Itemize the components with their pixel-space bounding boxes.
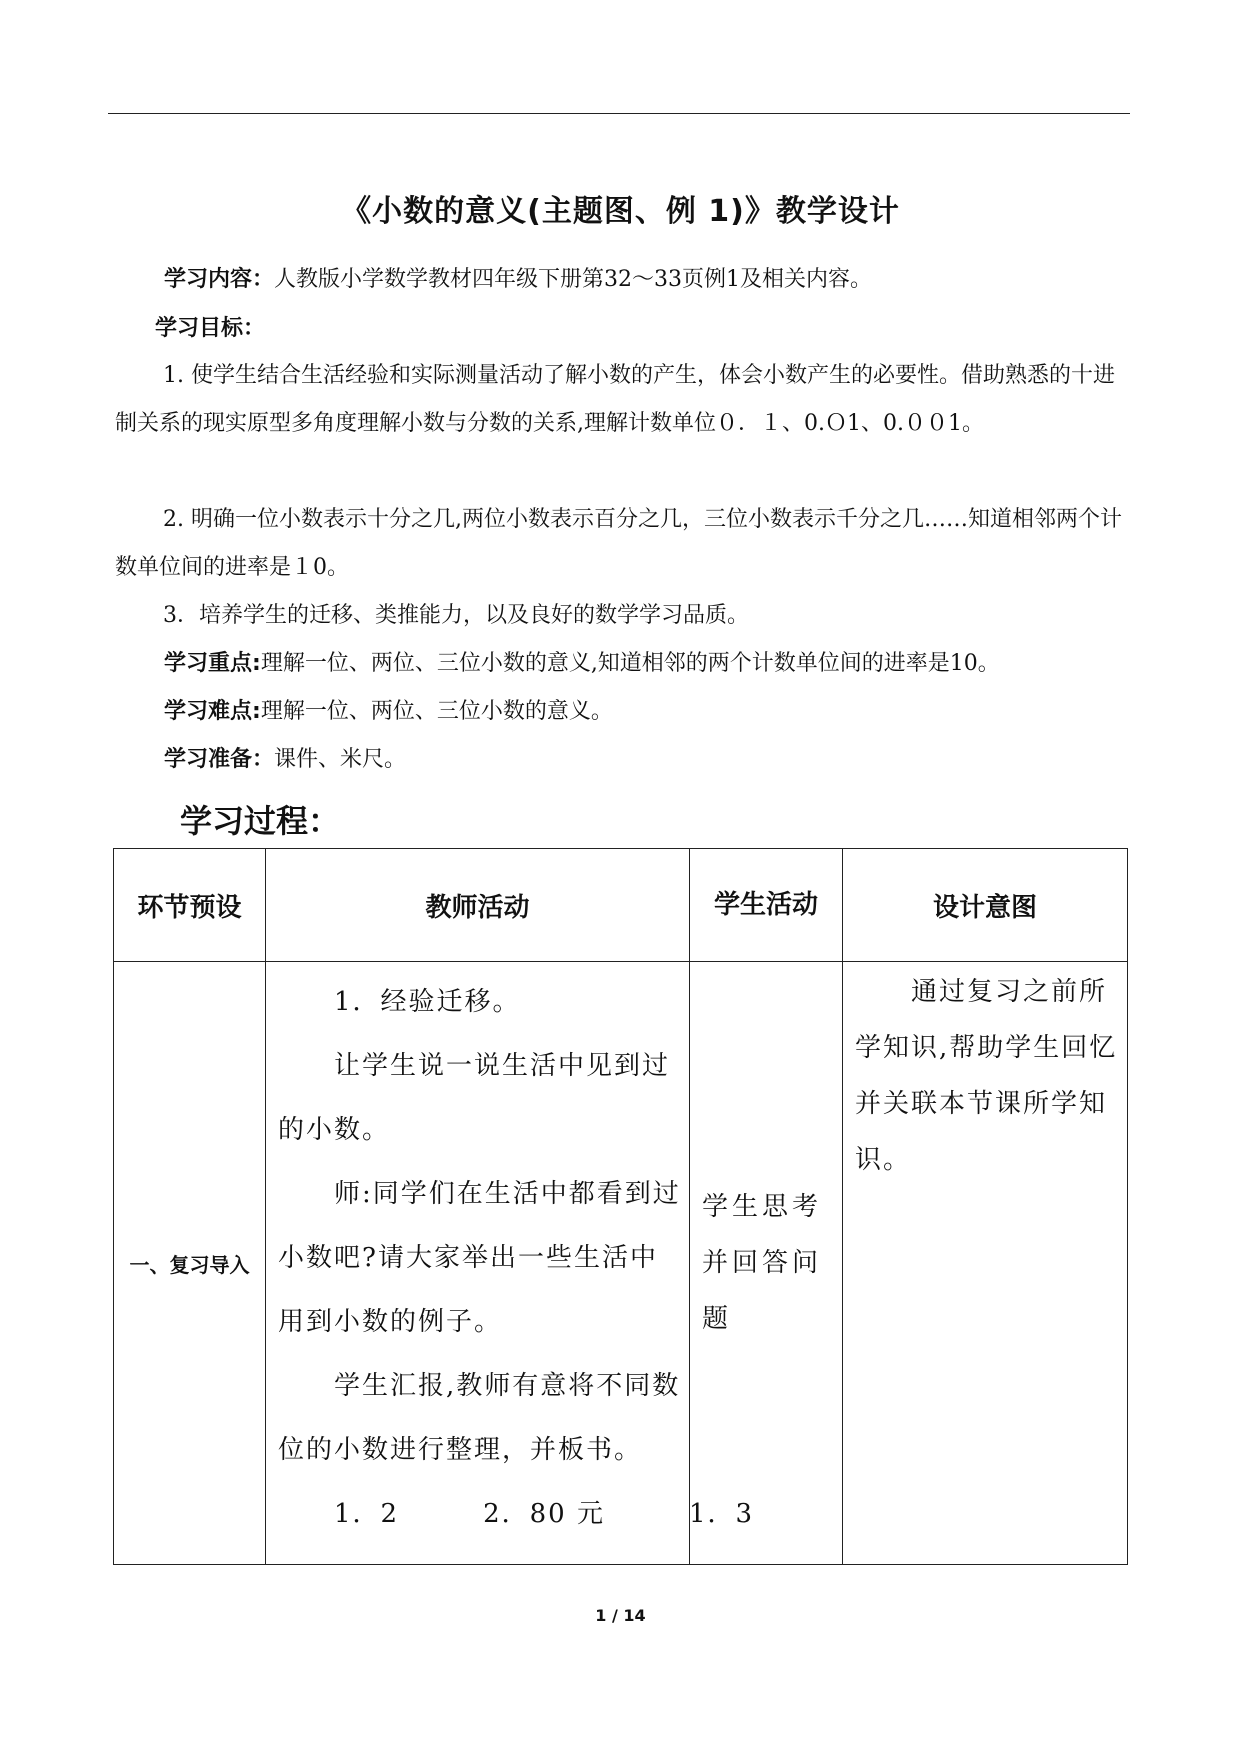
- process-table: [113, 848, 1128, 1565]
- header-intent: 设计意图: [843, 849, 1128, 962]
- design-intent-cell: [843, 962, 1128, 1565]
- process-heading: 学习过程：: [180, 802, 341, 840]
- key-point-text: 理解一位、两位、三位小数的意义,知道相邻的两个计数单位间的进率是10。: [260, 651, 1000, 676]
- key-point-label: 学习重点:: [164, 651, 261, 676]
- preparation-label: 学习准备：: [164, 747, 275, 772]
- preparation: [164, 736, 1179, 784]
- difficulty: [164, 688, 1179, 736]
- teacher-line: 学生汇报,教师有意将不同数位的小数进行整理，并板书。: [278, 1371, 681, 1465]
- page-number: 1 / 14: [595, 1606, 646, 1625]
- objectives-label: 学习目标：: [155, 316, 266, 341]
- teacher-line: 1．2 2．80 元 1．3: [334, 1499, 755, 1529]
- key-point: [164, 640, 1179, 688]
- teacher-line: 让学生说一说生活中见到过的小数。: [278, 1051, 671, 1145]
- teacher-activity-cell: [266, 962, 755, 1565]
- preparation-text: 课件、米尺。: [274, 747, 407, 772]
- table-row: [114, 962, 1128, 1565]
- header-student: 学生活动: [690, 849, 843, 962]
- teacher-line: 1．经验迁移。: [334, 987, 521, 1017]
- header-rule: [108, 113, 1130, 114]
- document-title: 《小数的意义(主题图、例 1)》教学设计: [341, 194, 900, 229]
- difficulty-label: 学习难点:: [164, 699, 261, 724]
- table-header-row: [114, 849, 1128, 962]
- header-stage: 环节预设: [114, 849, 266, 962]
- objective-item: 2. 明确一位小数表示十分之几,两位小数表示百分之几，三位小数表示千分之几……知道相邻两个计数单位间的进率是１0。: [115, 507, 1122, 580]
- learning-content: [164, 256, 1179, 304]
- difficulty-text: 理解一位、两位、三位小数的意义。: [260, 699, 613, 724]
- objective-item: 1. 使学生结合生活经验和实际测量活动了解小数的产生，体会小数产生的必要性。借助熟悉的十进制关系的现实原型多角度理解小数与分数的关系,理解计数单位０．１、0.Ｏ1、0.００1。: [115, 363, 1115, 436]
- stage-cell: 一、复习导入: [114, 962, 266, 1565]
- learning-content-label: 学习内容：: [164, 267, 275, 292]
- header-teacher: 教师活动: [266, 849, 690, 962]
- intent-text: 通过复习之前所学知识,帮助学生回忆并关联本节课所学知识。: [855, 977, 1118, 1175]
- student-activity-cell: 学生思考并回答问题: [690, 962, 843, 1565]
- objective-item: 3．培养学生的迁移、类推能力，以及良好的数学学习品质。: [163, 603, 749, 628]
- learning-objectives-label: [155, 305, 1170, 353]
- teacher-line: 师:同学们在生活中都看到过小数吧?请大家举出一些生活中用到小数的例子。: [278, 1179, 681, 1337]
- learning-content-text: 人教版小学数学教材四年级下册第32～33页例1及相关内容。: [274, 267, 873, 292]
